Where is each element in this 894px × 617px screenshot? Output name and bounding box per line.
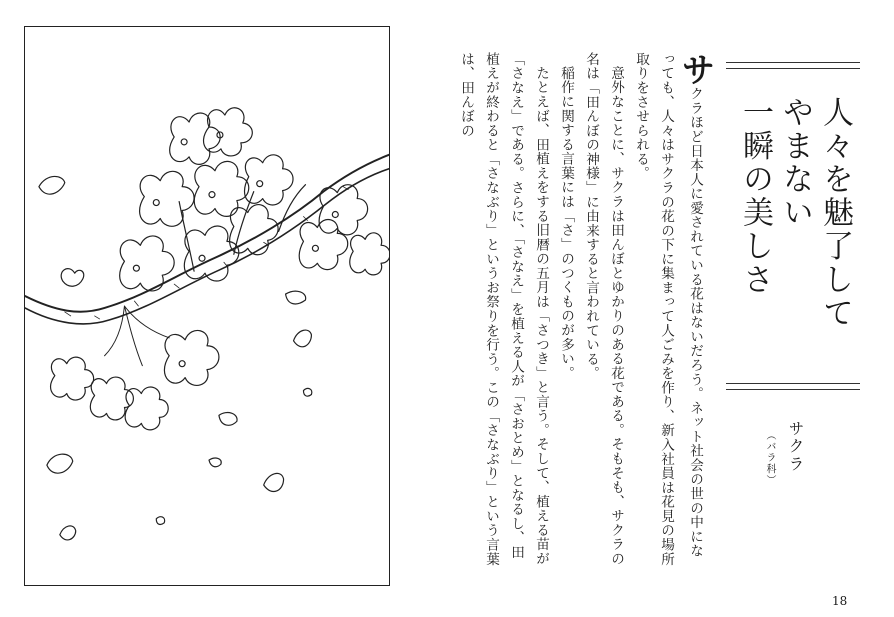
page-title: [735, 96, 855, 376]
falling-petal: [156, 517, 164, 525]
blossom: [140, 171, 195, 226]
falling-petal: [47, 454, 73, 473]
title-rule-top: [726, 62, 860, 69]
page-number: 18: [832, 594, 848, 608]
blossom: [299, 220, 348, 270]
falling-petal: [294, 330, 312, 347]
flower-bud: [61, 269, 84, 287]
blossom: [164, 330, 219, 385]
plant-name: サクラ: [786, 420, 805, 473]
branch: [25, 155, 389, 312]
falling-petal: [264, 473, 284, 491]
blossom: [170, 113, 221, 164]
falling-petal: [303, 388, 311, 396]
blossom: [90, 377, 133, 420]
falling-petal: [209, 458, 221, 467]
body-text: [458, 52, 715, 572]
title-line: 人々を魅了して: [817, 96, 853, 331]
twig: [105, 306, 170, 366]
paragraph: 稲作に関する言葉には「さ」のつくものが多い。: [558, 65, 574, 380]
paragraph: たとえば、田植えをする旧暦の五月は「さつき」と言う。そして、植える苗が「さなえ」である。さらに、「さなえ」を植える人が「さおとめ」となるし、田植えが終わると「さなぶり」というお祭りを行う。この「さなぶり」という言葉は、田んぼの: [458, 52, 549, 567]
falling-petal: [39, 176, 65, 194]
falling-petal: [286, 291, 306, 304]
branch: [25, 169, 389, 324]
paragraph-text: クラほど日本人に愛されている花はないだろう。ネット社会の世の中になっても、人々はサクラの花の下に集まって人ごみを作り、新入社員は花見の場所取りをさせられる。: [633, 52, 703, 567]
drop-cap: サ: [675, 52, 715, 87]
cherry-blossom-illustration: [24, 26, 390, 586]
paragraph: [628, 52, 715, 572]
title-line: 一瞬の美しさ: [737, 96, 773, 297]
title-rule-bottom: [726, 383, 860, 390]
blossom: [51, 357, 94, 400]
falling-petal: [60, 526, 76, 540]
blossom: [350, 233, 389, 275]
cherry-blossom-drawing: [25, 27, 389, 585]
plant-family: （バラ科）: [764, 430, 775, 486]
paragraph: 意外なことに、サクラは田んぼとゆかりのある花である。そもそも、サクラの名は「田んぼの神様」に由来すると言われている。: [583, 52, 624, 566]
title-line: やまない: [777, 96, 813, 230]
falling-petal: [219, 413, 237, 426]
